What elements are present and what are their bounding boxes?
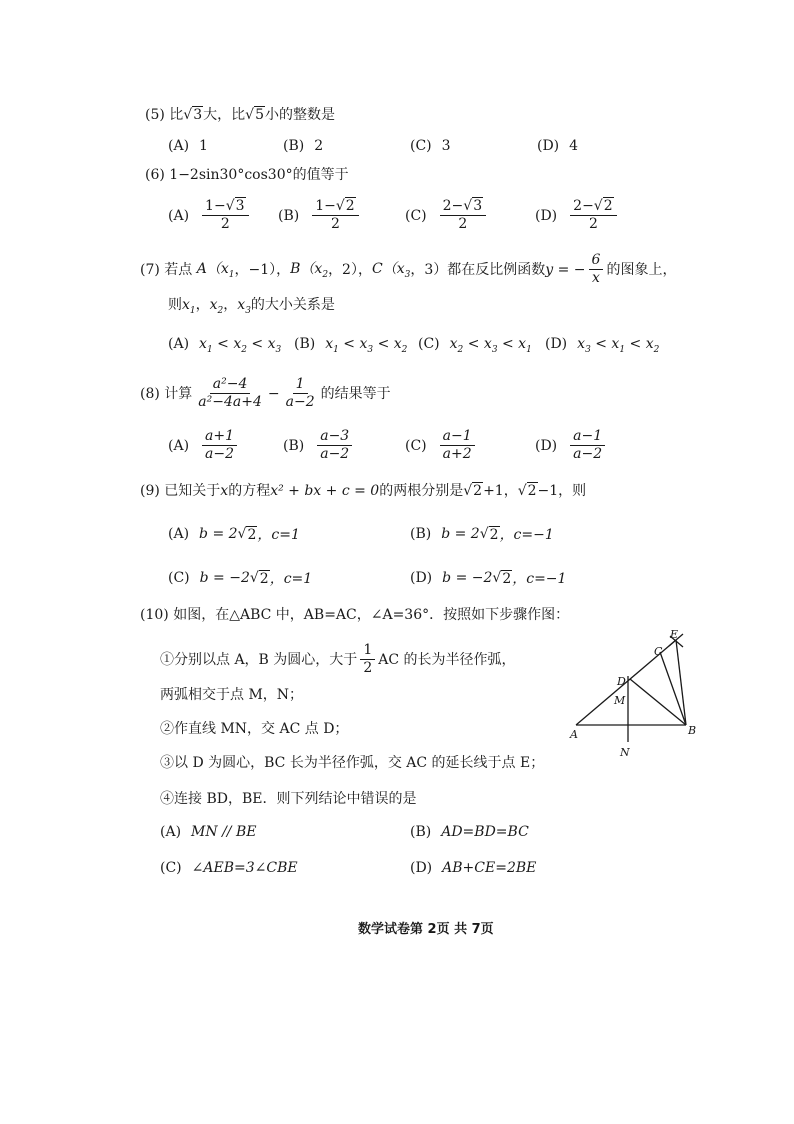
label-e: E (670, 628, 679, 641)
q5-number: (5) (145, 107, 165, 123)
q7-option-c: (C) $x_2 < x_3 < x_1$ (418, 336, 532, 355)
q10-stem: (10) 如图，在△ABC 中，AB=AC，∠A=36°．按照如下步骤作图： (140, 607, 570, 623)
q8-option-a: (A) $\frac{a+1}{a-2}$ (168, 428, 240, 463)
q10-step1-line2: 两弧相交于点 M，N； (160, 687, 304, 703)
q10-option-c: (C) ∠AEB=3∠CBE (160, 860, 298, 876)
q5-option-c: (C) 3 (410, 138, 451, 154)
q6-option-b: (B) $\frac{1-√2}{2}$ (278, 198, 362, 233)
label-b: B (688, 724, 697, 737)
label-n: N (620, 746, 630, 759)
q10-option-b: (B) AD=BD=BC (410, 824, 529, 840)
q8-stem: (8) 计算 $\frac{\text{a²−4}}{\text{a²−4a+4}}$ − $\frac{1}{a-2}$ 的结果等于 (140, 376, 391, 410)
q8-option-c: (C) $\frac{a-1}{a+2}$ (405, 428, 478, 463)
q6-option-a: (A) $\frac{1-√3}{2}$ (168, 198, 252, 233)
q9-stem: (9) 已知关于x的方程x² + bx + c = 0的两根分别是√2+1，√2−1，则 (140, 483, 587, 499)
q9-option-a: (A) b = 2 √ 2 ，c=1 (168, 526, 300, 543)
q6-option-d: (D) $\frac{2-√2}{2}$ (535, 198, 620, 233)
q6-option-c: (C) $\frac{2-√3}{2}$ (405, 198, 489, 233)
q5-option-d: (D) 4 (537, 138, 579, 154)
q10-step4: ④连接 BD，BE．则下列结论中错误的是 (160, 791, 417, 807)
label-c: C (654, 645, 663, 658)
q10-step2: ②作直线 MN，交 AC 点 D； (160, 721, 349, 737)
label-a: A (570, 728, 578, 741)
q10-option-d: (D) AB+CE=2BE (410, 860, 537, 876)
q9-option-d: (D) b = −2 √ 2 ，c=−1 (410, 570, 567, 587)
q7-option-d: (D) $x_3 < x_1 < x_2$ (545, 336, 660, 355)
q10-step1: ①分别以点 A，B 为圆心，大于 $\frac{1}{2}$ AC 的长为半径作弧， (160, 642, 516, 676)
q7-option-a: (A) $x_1 < x_2 < x_3$ (168, 336, 282, 355)
q9-option-c: (C) b = −2 √ 2 ，c=1 (168, 570, 313, 587)
q7-option-b: (B) $x_1 < x_3 < x_2$ (294, 336, 408, 355)
q6-stem: (6) 1−2sin30°cos30°的值等于 (145, 167, 349, 183)
q5-option-a: (A) 1 (168, 138, 208, 154)
page-footer: 数学试卷第 2页 共 7页 (358, 922, 494, 937)
q8-option-d: (D) $\frac{a-1}{a-2}$ (535, 428, 608, 463)
label-d: D (617, 675, 626, 688)
label-m: M (614, 694, 626, 707)
q10-option-a: (A) MN // BE (160, 824, 257, 840)
q7-stem: (7) 若点 $A(x_1$ ，−1）， $B(x_2$ ，2）， $C(x_3$ ，3） 都在反比例函数 y = − $\frac{6}{x}$ 的图象上， (140, 252, 677, 286)
q5-stem: (5) 比√3大，比√5小的整数是 (145, 107, 335, 123)
q10-triangle-figure (566, 628, 706, 768)
q8-option-b: (B) $\frac{a-3}{a-2}$ (283, 428, 355, 463)
q9-option-b: (B) b = 2 √ 2 ，c=−1 (410, 526, 554, 543)
q10-step3: ③以 D 为圆心，BC 长为半径作弧，交 AC 的延长线于点 E； (160, 755, 545, 771)
q5-option-b: (B) 2 (283, 138, 324, 154)
q7-line2: 则$x_1$，$x_2$，$x_3$的大小关系是 (168, 297, 335, 316)
